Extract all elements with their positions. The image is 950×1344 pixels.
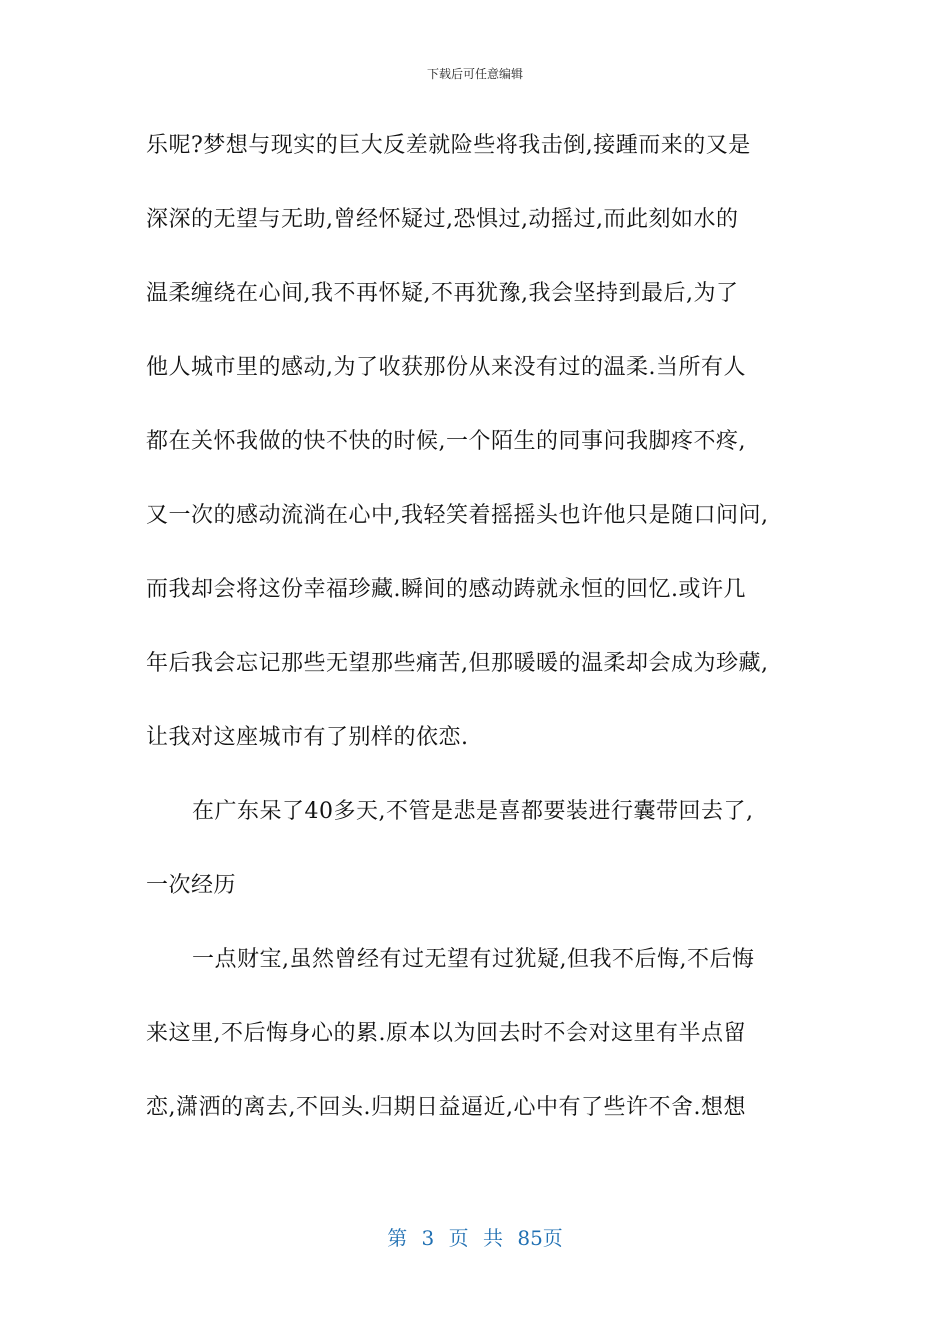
body-line: 让我对这座城市有了别样的依恋. [146, 725, 469, 750]
body-line: 年后我会忘记那些无望那些痛苦,但那暖暖的温柔却会成为珍藏, [146, 651, 769, 676]
body-line: 深深的无望与无助,曾经怀疑过,恐惧过,动摇过,而此刻如水的 [146, 207, 739, 232]
body-line: 而我却会将这份幸福珍藏.瞬间的感动踌就永恒的回忆.或许几 [146, 577, 746, 602]
body-line: 他人城市里的感动,为了收获那份从来没有过的温柔.当所有人 [146, 355, 746, 380]
body-line: 又一次的感动流淌在心中,我轻笑着摇摇头也许他只是随口问问, [146, 503, 769, 528]
body-line: 都在关怀我做的快不快的时候,一个陌生的同事问我脚疼不疼, [146, 429, 746, 454]
body-line: 乐呢?梦想与现实的巨大反差就险些将我击倒,接踵而来的又是 [146, 133, 751, 158]
document-body [146, 120, 826, 1156]
page-header-note: 下载后可任意编辑 [426, 67, 523, 81]
paragraph-start-line: 一点财宝,虽然曾经有过无望有过犹疑,但我不后悔,不后悔 [192, 947, 755, 972]
body-line: 一次经历 [146, 873, 237, 898]
page-number-footer: 第 3 页 共 85页 [387, 1226, 563, 1250]
body-line: 来这里,不后悔身心的累.原本以为回去时不会对这里有半点留 [146, 1021, 746, 1046]
body-line: 恋,潇洒的离去,不回头.归期日益逼近,心中有了些许不舍.想想 [146, 1095, 746, 1120]
body-line: 温柔缠绕在心间,我不再怀疑,不再犹豫,我会坚持到最后,为了 [146, 281, 739, 306]
paragraph-start-line: 在广东呆了40多天,不管是悲是喜都要装进行囊带回去了, [192, 799, 754, 824]
